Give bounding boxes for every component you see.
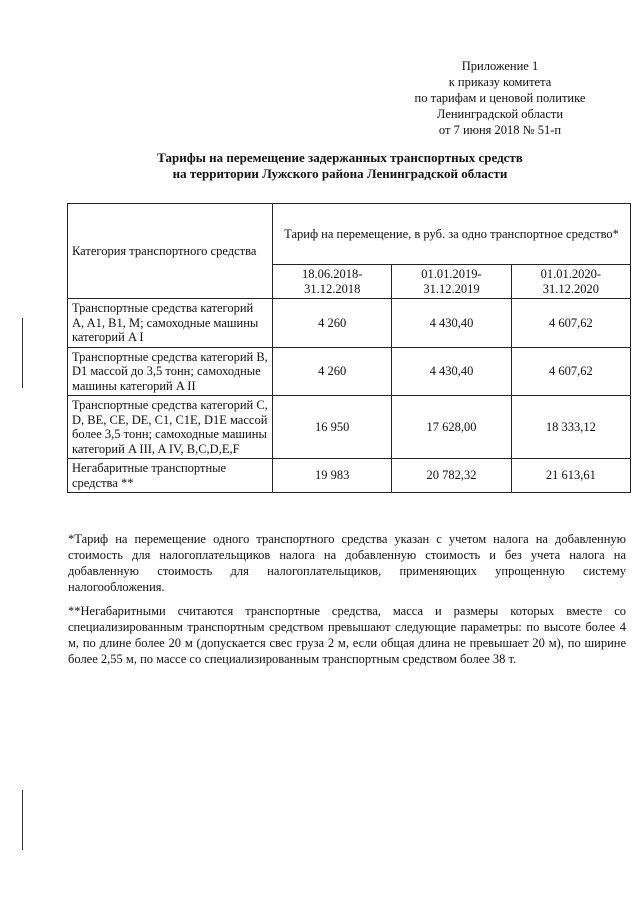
table-header-row xyxy=(68,204,631,265)
annex-number: Приложение 1 xyxy=(461,59,539,73)
table-row xyxy=(68,347,631,396)
category-cell: Транспортные средства категорий B, D1 массой до 3,5 тонн; самоходные машины категорий A II xyxy=(68,347,273,396)
period-header: 01.01.2019-31.12.2019 xyxy=(392,265,511,299)
tariff-table xyxy=(67,203,631,493)
value-cell: 19 983 xyxy=(273,459,392,493)
document-title xyxy=(60,150,620,182)
value-cell: 4 430,40 xyxy=(392,299,511,348)
annex-date: от 7 июня 2018 № 51-п xyxy=(438,123,562,137)
category-header: Категория транспортного средства xyxy=(68,204,273,299)
value-cell: 17 628,00 xyxy=(392,396,511,459)
value-cell: 20 782,32 xyxy=(392,459,511,493)
table-row xyxy=(68,299,631,348)
scan-margin-mark xyxy=(22,318,23,388)
value-cell: 4 430,40 xyxy=(392,347,511,396)
footnote-oversize: **Негабаритными считаются транспортные средства, масса и размеры которых вместе со специализированным транспортным средством превышают следующие параметры: по высоте более 4 м, по длине более 20 м (допускается свес груза 2 м, если общая длина не превышает 20 м), по ширине более 2,55 м, по массе со специализированным транспортным средством более 38 т. xyxy=(68,603,626,666)
annex-committee: по тарифам и ценовой политике xyxy=(414,91,586,105)
value-cell: 18 333,12 xyxy=(511,396,630,459)
title-line-2: на территории Лужского района Ленинградской области xyxy=(172,166,508,181)
period-header: 01.01.2020-31.12.2020 xyxy=(511,265,630,299)
scan-margin-mark xyxy=(22,790,23,850)
table-row xyxy=(68,396,631,459)
value-cell: 4 607,62 xyxy=(511,299,630,348)
period-header: 18.06.2018-31.12.2018 xyxy=(273,265,392,299)
category-cell: Транспортные средства категорий C, D, BE, CE, DE, C1, C1E, D1E массой более 3,5 тонн; самоходные машины категорий A III, A IV, B,C,D,E,F xyxy=(68,396,273,459)
value-cell: 4 607,62 xyxy=(511,347,630,396)
category-cell: Негабаритные транспортные средства ** xyxy=(68,459,273,493)
footnote-vat: *Тариф на перемещение одного транспортного средства указан с учетом налога на добавленную стоимость для налогоплательщиков налога на добавленную стоимость и без учета налога на добавленную стоимость для налогоплательщиков, применяющих упрощенную систему налогообложения. xyxy=(68,531,626,594)
annex-order-ref: к приказу комитета xyxy=(448,75,552,89)
value-cell: 4 260 xyxy=(273,347,392,396)
value-cell: 21 613,61 xyxy=(511,459,630,493)
annex-region: Ленинградской области xyxy=(436,107,564,121)
value-cell: 16 950 xyxy=(273,396,392,459)
table-row xyxy=(68,459,631,493)
category-cell: Транспортные средства категорий A, A1, B1, M; самоходные машины категорий A I xyxy=(68,299,273,348)
title-line-1: Тарифы на перемещение задержанных транспортных средств xyxy=(157,150,523,165)
value-cell: 4 260 xyxy=(273,299,392,348)
annex-header xyxy=(380,58,620,138)
rate-header: Тариф на перемещение, в руб. за одно транспортное средство* xyxy=(273,204,631,265)
